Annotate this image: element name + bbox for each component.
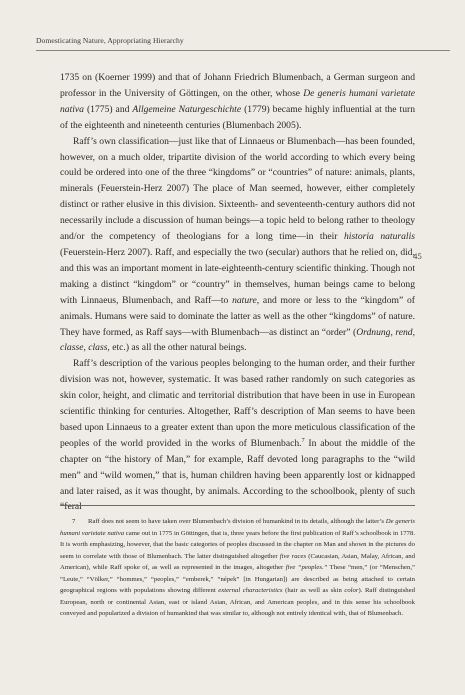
- main-text: [60, 70, 415, 515]
- paragraph-1: 1735 on (Koerner 1999) and that of Johann Friedrich Blumenbach, a German surgeon and professor in the University of Göttingen, on the other, whose De generis humani varietate nativa (1775) and Allgemeine Naturgeschichte (1779) became highly influential at the turn of the eighteenth and nineteenth centuries (Blumenbach 2005).: [60, 72, 416, 131]
- footnote-text: 7 Raff does not seem to have taken over Blumenbach’s division of humankind in its details, although the latter’s De generis humani varietate nativa came out in 1775 in Göttingen, that is, three years before the first publication of Raff’s schoolbook in 1778. It is worth emphasizing, however, that the basic categories of peoples discussed in the chapter on Man and shown in the pictures do seem to correlate with those of Blumenbach. The latter distinguished altogether five races (Caucasian, Asian, Malay, African, and American), while Raff spoke of, as well as represented in the images, altogether five “peoples.” These “men,” (or “Menschen,” “Leute,” “Völker,” “hommes,” “peoples,” “emberek,” “népek” [in Hungarian]) are described as being attached to certain geographical regions with populations showing different external characteristics (hair as well as skin color). Raff distinguished European, north or continental Asian, east or island Asian, African, and American peoples, and in this sense his schoolbook conveyed and popularized a division of humankind that was similar to, although not entirely identical with, that of Blumenbach.: [60, 518, 416, 617]
- page-number: 45: [413, 251, 422, 261]
- running-head: Domesticating Nature, Appropriating Hierarchy: [36, 36, 184, 45]
- paragraph-2: Raff’s own classification—just like that of Linnaeus or Blumenbach—has been founded, however, on a much older, tripartite division of the world according to which every being could be ordered into one of the three “kingdoms” or “countries” of nature: animals, plants, minerals (Feuerstein-Herz 2007) The place of Man seemed, however, either completely distinct or rather elusive in this division. Sixteenth- and seventeenth-century authors did not necessarily include a discussion of human beings—a topic held to belong rather to theology and/or the competency of theologians for a long time—in their historia naturalis (Feuerstein-Herz 2007). Raff, and especially the two (secular) authors that he relied on, did, and this was an important moment in late-eighteenth-century scientific thinking. Though not making a distinct “kingdom” or “country” in themselves, human beings came to belong with Linnaeus, Blumenbach, and Raff—to nature, and more or less to the “kingdom” of animals. Humans were said to dominate the latter as well as the other “kingdoms” of nature. They have formed, as Raff says—with Blumenbach—as distinct an “order” (Ordnung, rend, classe, class, etc.) as all the other natural beings.: [60, 135, 415, 354]
- header-rule: [36, 50, 450, 51]
- footnote: [60, 516, 415, 620]
- footnote-rule: [60, 505, 415, 506]
- paragraph-3: Raff’s description of the various peoples belonging to the human order, and their further division was not, however, systematic. It was based rather randomly on such categories as skin color, height, and climatic and territorial distribution that have been in use in European scientific thinking for centuries. Altogether, Raff’s description of Man seems to have been based upon Linnaeus to a greater extent than upon the more meticulous classification of the peoples of the world provided in the works of Blumenbach.$^7$ In about the middle of the chapter on “the history of Man,” for example, Raff devoted long paragraphs to the “wild men” and “wild women,” that is, human children having been apparently lost or kidnapped and later raised, as it was thought, by animals. According to the schoolbook, plenty of such “feral: [60, 358, 415, 513]
- footnote-marker[interactable]: 7: [301, 437, 305, 444]
- footnote-number: 7: [72, 518, 76, 525]
